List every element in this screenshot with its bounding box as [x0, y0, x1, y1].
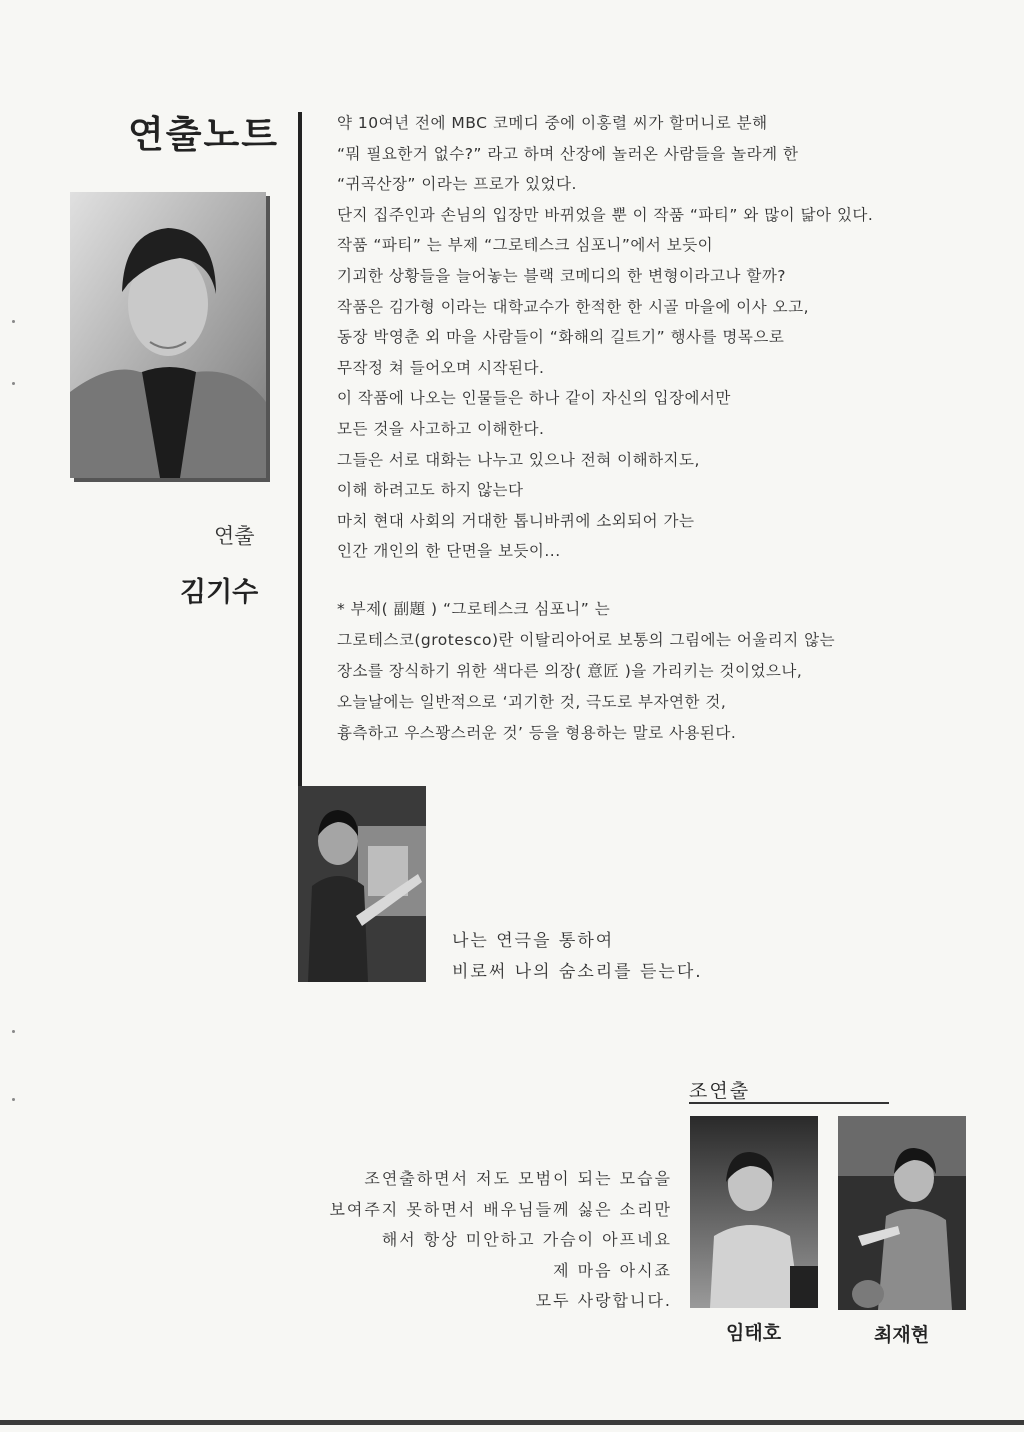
scan-mark	[12, 1098, 15, 1101]
note-line: 장소를 장식하기 위한 색다른 의장( 意匠 )을 가리키는 것이었으나,	[337, 662, 803, 680]
assistant-line: 조연출하면서 저도 모범이 되는 모습을	[364, 1169, 672, 1188]
assistant-heading: 조연출	[689, 1080, 751, 1102]
assistant-heading-rule	[689, 1102, 889, 1104]
body-line: 이해 하려고도 하지 않는다	[337, 481, 524, 500]
page-title: 연출노트	[128, 113, 279, 156]
body-line: 모든 것을 사고하고 이해한다.	[337, 419, 545, 438]
body-line: 단지 집주인과 손님의 입장만 바뀌었을 뿐 이 작품 “파티” 와 많이 닮아 있다.	[337, 205, 874, 224]
body-line: 마치 현대 사회의 거대한 톱니바퀴에 소외되어 가는	[337, 511, 695, 530]
body-line: 그들은 서로 대화는 나누고 있으나 전혀 이해하지도,	[337, 450, 700, 469]
body-line: 무작정 쳐 들어오며 시작된다.	[337, 358, 545, 377]
assistant-name-2: 최재현	[874, 1324, 930, 1346]
body-line: “뭐 필요한거 없수?” 라고 하며 산장에 놀러온 사람들을 놀라게 한	[337, 144, 799, 163]
note-line: 그로테스코(grotesco)란 이탈리아어로 보통의 그림에는 어울리지 않는	[337, 631, 836, 649]
assistant-line: 해서 항상 미안하고 가슴이 아프네요	[381, 1230, 672, 1249]
note-line: 오늘날에는 일반적으로 ‘괴기한 것, 극도로 부자연한 것,	[337, 693, 727, 711]
assistant-message	[329, 1164, 672, 1317]
body-line: 작품은 김가형 이라는 대학교수가 한적한 한 시골 마을에 이사 오고,	[337, 297, 810, 316]
note-line: * 부제( 副題 ) “그로테스크 심포니” 는	[337, 600, 611, 618]
scan-mark	[12, 320, 15, 323]
quote-line: 나는 연극을 통하여	[452, 931, 615, 951]
director-name: 김기수	[180, 577, 259, 608]
assistant-photo-1	[690, 1116, 818, 1308]
assistant-line: 모두 사랑합니다.	[535, 1291, 672, 1310]
body-line: 작품 “파티” 는 부제 “그로테스크 심포니”에서 보듯이	[337, 236, 714, 255]
quote-line: 비로써 나의 숨소리를 듣는다.	[452, 962, 703, 982]
director-quote	[452, 926, 703, 988]
assistant-photo-2	[838, 1116, 966, 1310]
note-line: 흉측하고 우스꽝스러운 것’ 등을 형용하는 말로 사용된다.	[337, 724, 737, 742]
director-role: 연출	[214, 524, 255, 548]
page-bottom-border	[0, 1420, 1024, 1425]
director-note-body	[337, 108, 957, 567]
scan-mark	[12, 1030, 15, 1033]
subtitle-footnote	[337, 594, 957, 749]
assistant-name-1: 임태호	[726, 1322, 782, 1344]
director-reading-photo	[298, 786, 426, 982]
vertical-divider	[298, 112, 302, 802]
body-line: 약 10여년 전에 MBC 코메디 중에 이홍렬 씨가 할머니로 분해	[337, 114, 768, 132]
body-line: “귀곡산장” 이라는 프로가 있었다.	[337, 175, 577, 194]
director-photo	[70, 192, 266, 478]
assistant-line: 보여주지 못하면서 배우님들께 싫은 소리만	[329, 1199, 672, 1219]
body-line: 이 작품에 나오는 인물들은 하나 같이 자신의 입장에서만	[337, 389, 731, 408]
body-line: 동장 박영춘 외 마을 사람들이 “화해의 길트기” 행사를 명목으로	[337, 328, 785, 347]
assistant-line: 제 마음 아시죠	[553, 1260, 672, 1280]
scan-mark	[12, 382, 15, 385]
body-line: 기괴한 상황들을 늘어놓는 블랙 코메디의 한 변형이라고나 할까?	[337, 266, 787, 285]
body-line: 인간 개인의 한 단면을 보듯이...	[337, 542, 561, 561]
